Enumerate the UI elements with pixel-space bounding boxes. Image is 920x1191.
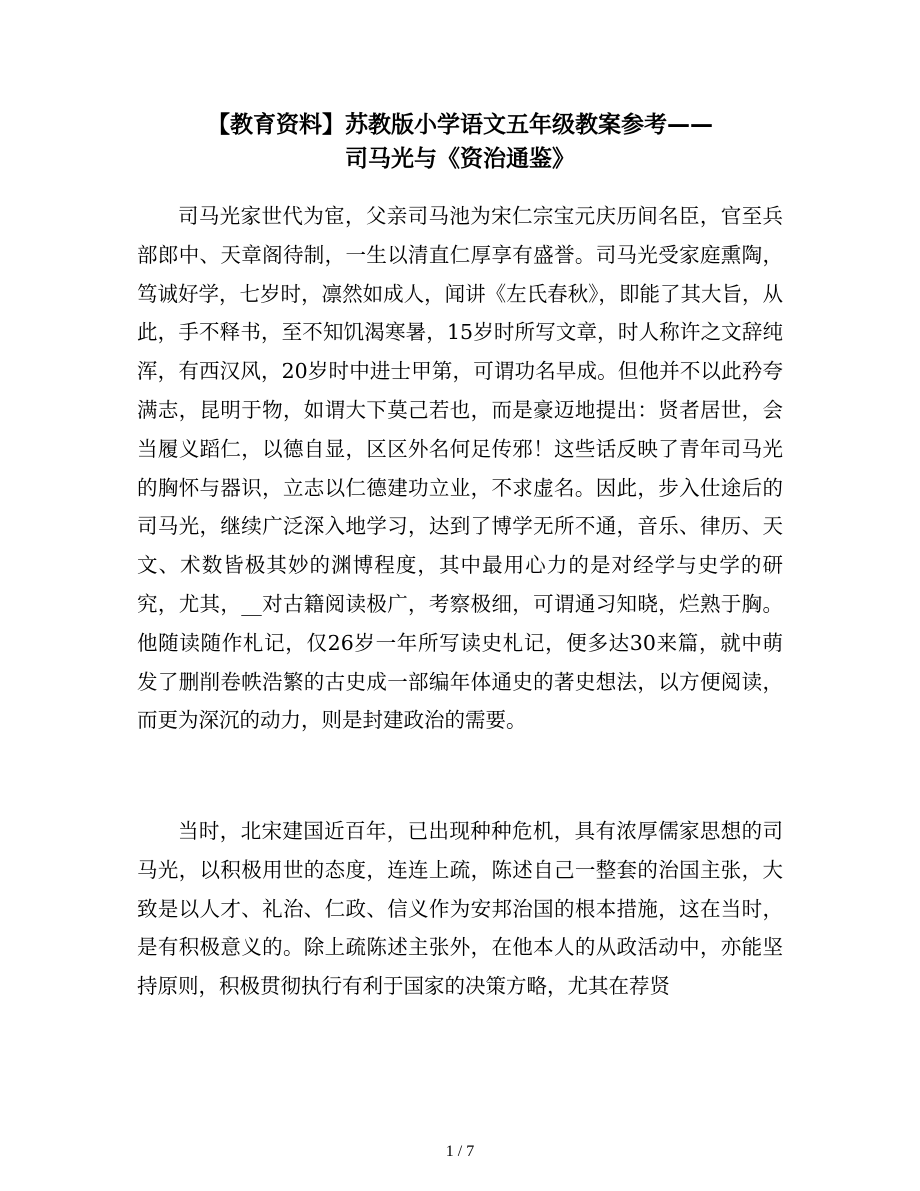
title-line-2: 司马光与《资治通鉴》 — [345, 146, 575, 172]
body-paragraph-1: 司马光家世代为宦，父亲司马池为宋仁宗宝元庆历间名臣，官至兵部郎中、天章阁待制，一生以清直仁厚享有盛誉。司马光受家庭熏陶，笃诚好学，七岁时，凛然如成人，闻讲《左氏春秋》，即能了其大旨，从此，手不释书，至不知饥渴寒暑，15岁时所写文章，时人称许之文辞纯浑，有西汉风，20岁时中进士甲第，可谓功名早成。但他并不以此矜夸满志，昆明于物，如谓大下莫己若也，而是豪迈地提出：贤者居世，会当履义蹈仁，以德自显，区区外名何足传邪！这些话反映了青年司马光的胸怀与器识，立志以仁德建功立业，不求虚名。因此，步入仕途后的司马光，继续广泛深入地学习，达到了博学无所不通，音乐、律历、天文、术数皆极其妙的渊博程度，其中最用心力的是对经学与史学的研究，尤其，__对古籍阅读极广，考察极细，可谓通习知晓，烂熟于胸。他随读随作札记，仅26岁一年所写读史札记，便多达30来篇，就中萌发了删削卷帙浩繁的古史成一部编年体通史的著史想法，以方便阅读，而更为深沉的动力，则是封建政治的需要。 — [137, 204, 783, 733]
title-line-1: 【教育资料】苏教版小学语文五年级教案参考—— — [207, 112, 713, 138]
page-number: 1 / 7 — [445, 1143, 475, 1160]
body-paragraph-2: 当时，北宋建国近百年，已出现种种危机，具有浓厚儒家思想的司马光，以积极用世的态度，连连上疏，陈述自己一整套的治国主张，大致是以人才、礼治、仁政、信义作为安邦治国的根本措施，这在当时，是有积极意义的。除上疏陈述主张外，在他本人的从政活动中，亦能坚持原则，积极贯彻执行有利于国家的决策方略，尤其在荐贤 — [137, 819, 783, 999]
document-title — [100, 108, 820, 176]
